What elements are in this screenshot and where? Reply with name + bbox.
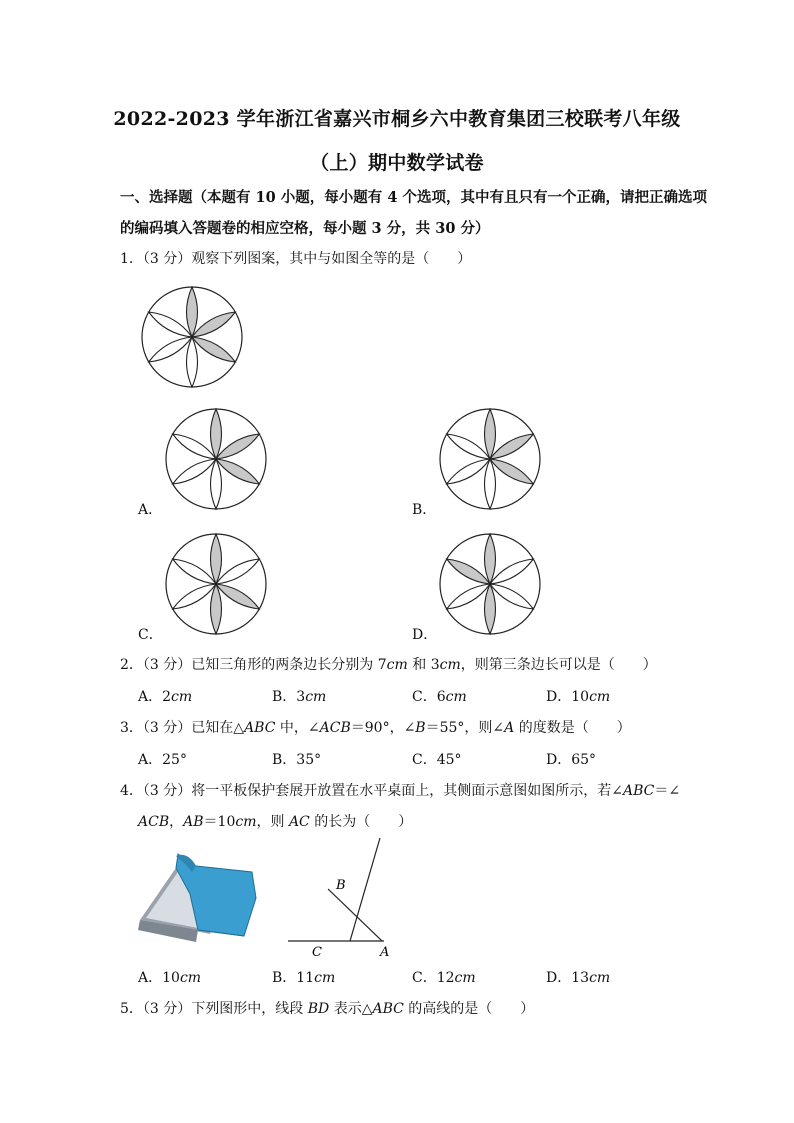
question-number: 5．: [120, 1001, 143, 1017]
unit: cm: [386, 657, 408, 673]
q3-option-b: [272, 749, 321, 769]
option-letter: C．: [412, 970, 437, 986]
option-letter: A．: [138, 689, 163, 705]
question-4-line-1: [120, 780, 680, 800]
question-score: （3 分）: [142, 251, 192, 267]
question-stem-c: ，则第三条边长可以是（ ）: [460, 657, 657, 673]
unit: cm: [454, 970, 476, 986]
flower-figure-option-c: [163, 531, 269, 637]
segment-name: AB: [183, 814, 204, 830]
question-score: （3 分）: [142, 783, 192, 799]
option-letter: B．: [272, 970, 297, 986]
option-letter: D．: [546, 970, 572, 986]
triangle-name: ABC: [244, 720, 276, 736]
section-header-line-1: 一、选择题（本题有 10 小题，每小题有 4 个选项，其中有且只有一个正确，请把正确选项: [120, 189, 707, 206]
question-stem-b: ＝∠: [654, 783, 681, 799]
option-value: 6: [436, 689, 446, 705]
option-value: 10: [571, 689, 590, 705]
segment-ab-extended: [328, 889, 382, 941]
question-number: 3．: [120, 720, 143, 736]
option-d-label: D．: [412, 627, 438, 643]
question-number: 1．: [120, 251, 143, 267]
flower-figure-option-a: [163, 406, 269, 512]
question-stem-c: ，: [169, 814, 184, 830]
question-stem-a: 将一平板保护套展开放置在水平桌面上，其侧面示意图如图所示，若∠: [191, 783, 624, 799]
question-1: [120, 248, 471, 268]
option-letter: A．: [138, 752, 163, 768]
question-2: [120, 654, 657, 674]
question-score: （3 分）: [142, 1001, 192, 1017]
point-label-b: B: [336, 878, 346, 893]
option-value: 45°: [436, 752, 462, 768]
question-number: 2．: [120, 657, 143, 673]
option-letter: D．: [546, 752, 572, 768]
unit: cm: [589, 970, 611, 986]
option-letter: B．: [272, 689, 297, 705]
option-value: 65°: [571, 752, 597, 768]
question-5: [120, 998, 534, 1018]
option-a-label: A．: [138, 502, 163, 518]
angle-name: A: [504, 720, 515, 736]
segment-name: BD: [307, 1001, 330, 1017]
q2-option-b: [272, 686, 326, 706]
question-stem: 观察下列图案，其中与如图全等的是（ ）: [191, 251, 472, 267]
option-value: 2: [162, 689, 172, 705]
unit: cm: [445, 689, 467, 705]
unit: cm: [179, 970, 202, 986]
q4-option-a: [138, 967, 201, 987]
question-stem-c: 的高线的是（ ）: [403, 1001, 535, 1017]
angle-name: B: [415, 720, 426, 736]
question-stem-a: 已知三角形的两条边长分别为: [191, 657, 378, 673]
unit: cm: [235, 814, 257, 830]
question-stem-a: 已知在△: [191, 720, 245, 736]
question-stem-d: ＝10: [203, 814, 236, 830]
q3-option-a: [138, 749, 187, 769]
cover-line-extension: [350, 838, 380, 941]
q4-option-b: [272, 967, 335, 987]
point-label-a: A: [380, 945, 390, 960]
question-stem-e: ，则: [256, 814, 289, 830]
tablet-case-illustration: [136, 850, 262, 946]
question-stem-a: 下列图形中，线段: [191, 1001, 308, 1017]
question-stem-e: 的度数是（ ）: [514, 720, 631, 736]
question-score: （3 分）: [142, 657, 192, 673]
side-length-2: 3: [430, 657, 440, 673]
option-letter: B．: [272, 752, 297, 768]
question-stem-b: 中，∠: [275, 720, 320, 736]
angle-name: ACB: [319, 720, 351, 736]
q4-option-d: [546, 967, 610, 987]
question-3: [120, 717, 631, 737]
flower-figure-option-d: [437, 531, 543, 637]
q2-option-d: [546, 686, 610, 706]
point-label-c: C: [312, 945, 322, 960]
unit: cm: [171, 689, 193, 705]
question-stem-d: ＝55°，则∠: [425, 720, 505, 736]
option-value: 10: [162, 970, 180, 986]
exam-title-line-2: （上）期中数学试卷: [310, 152, 484, 174]
question-stem-c: ＝90°，∠: [350, 720, 416, 736]
section-header-line-2: 的编码填入答题卷的相应空格，每小题 3 分，共 30 分）: [120, 220, 490, 237]
option-c-label: C．: [138, 627, 163, 643]
option-value: 25°: [162, 752, 187, 768]
question-number: 4．: [120, 783, 143, 799]
angle-name: ABC: [623, 783, 655, 799]
option-letter: C．: [412, 752, 437, 768]
option-value: 13: [571, 970, 590, 986]
q4-option-c: [412, 967, 476, 987]
unit: cm: [589, 689, 611, 705]
flower-figure-option-b: [437, 406, 543, 512]
question-score: （3 分）: [142, 720, 192, 736]
q2-option-a: [138, 686, 192, 706]
unit: cm: [305, 689, 327, 705]
option-value: 11: [296, 970, 315, 986]
option-value: 35°: [296, 752, 322, 768]
option-value: 12: [436, 970, 455, 986]
option-value: 3: [296, 689, 306, 705]
angle-name: ACB: [138, 814, 170, 830]
option-letter: A．: [138, 970, 163, 986]
question-4-line-2: [138, 811, 412, 831]
option-b-label: B．: [412, 502, 437, 518]
q2-option-c: [412, 686, 467, 706]
option-letter: C．: [412, 689, 437, 705]
side-length-1: 7: [377, 657, 387, 673]
exam-title-line-1: 2022-2023 学年浙江省嘉兴市桐乡六中教育集团三校联考八年级: [113, 108, 681, 130]
segment-name: AC: [288, 814, 310, 830]
unit: cm: [314, 970, 336, 986]
q3-option-d: [546, 749, 596, 769]
option-letter: D．: [546, 689, 572, 705]
question-stem-f: 的长为（ ）: [309, 814, 413, 830]
triangle-diagram: [286, 834, 396, 964]
question-stem-b: 和: [407, 657, 431, 673]
q3-option-c: [412, 749, 462, 769]
triangle-name: ABC: [372, 1001, 404, 1017]
flower-figure-reference: [139, 284, 245, 390]
unit: cm: [439, 657, 461, 673]
question-stem-b: 表示△: [329, 1001, 373, 1017]
